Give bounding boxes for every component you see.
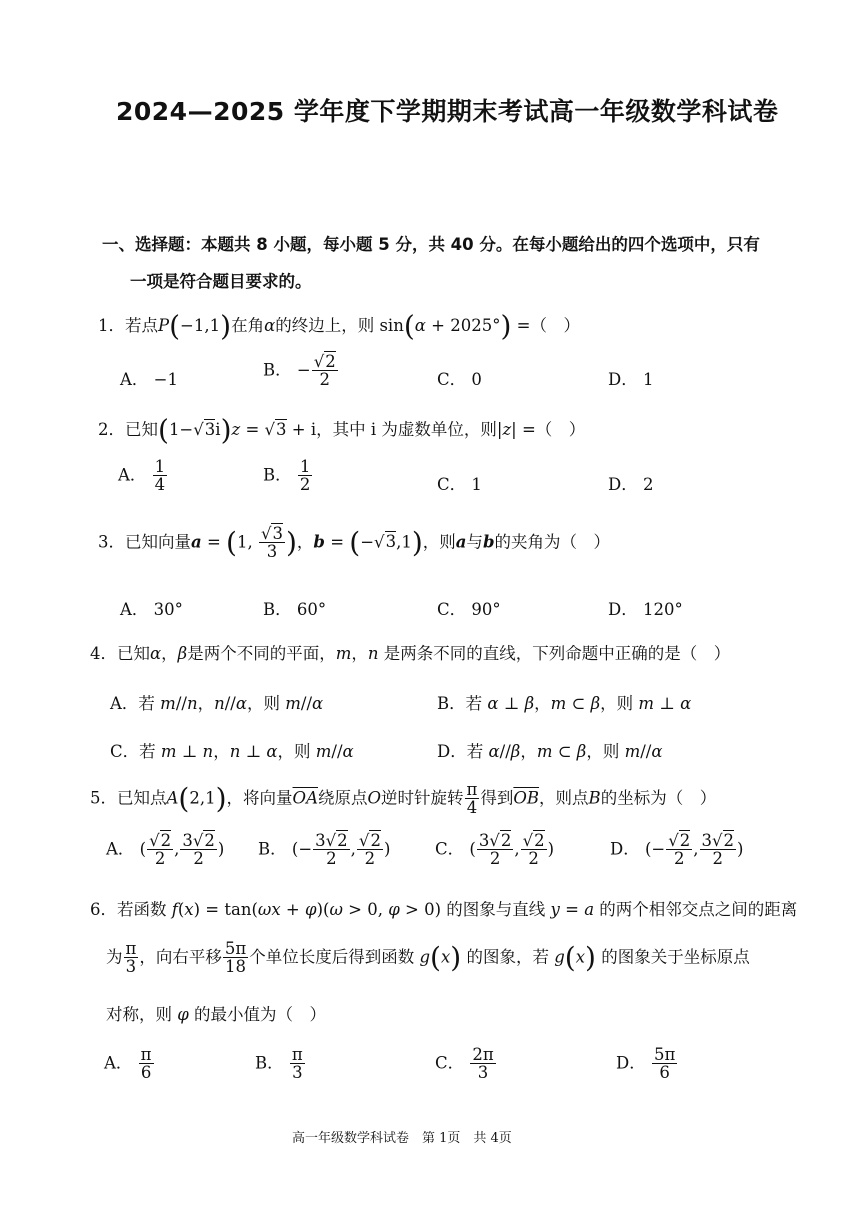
- q4-option-a[interactable]: A．若 m//n，n//α，则 m//α: [110, 694, 324, 713]
- q6-option-d[interactable]: D． $\frac{5\pi}{6}$: [616, 1045, 676, 1083]
- q2-option-b[interactable]: B． $\frac{1}{2}$: [263, 457, 311, 495]
- question-number: 1．: [98, 316, 125, 335]
- question-6-line3: 对称，则 φ 的最小值为（ ）: [106, 1005, 327, 1024]
- q4-option-c[interactable]: C．若 m ⊥ n，n ⊥ α，则 m//α: [110, 742, 354, 761]
- section-heading-line2: 一项是符合题目要求的。: [130, 272, 312, 291]
- q6-option-c[interactable]: C． $\frac{2\pi}{3}$: [435, 1045, 494, 1083]
- q5-option-b[interactable]: B． (− $\frac{3√2}{2}$ , $\frac{√2}{2}$ ): [258, 831, 391, 869]
- q3-option-d[interactable]: D． 120°: [608, 600, 683, 619]
- q2-option-c[interactable]: C． 1: [437, 475, 482, 494]
- q5-option-c[interactable]: C． ( $\frac{3√2}{2}$ , $\frac{√2}{2}$ ): [435, 831, 555, 869]
- question-4: 4．已知α，β是两个不同的平面，m，n 是两条不同的直线，下列命题中正确的是（ ）: [90, 644, 731, 663]
- q5-option-d[interactable]: D． (− $\frac{√2}{2}$ , $\frac{3√2}{2}$ ): [610, 831, 744, 869]
- q3-option-a[interactable]: A． 30°: [120, 600, 183, 619]
- q2-option-d[interactable]: D． 2: [608, 475, 654, 494]
- q1-option-b[interactable]: B． − $\frac{√2}{2}$: [263, 352, 336, 390]
- question-6-line1: 6．若函数 f(x) = tan(ωx + φ)(ω > 0, φ > 0) 的图象与直线 y = a 的两个相邻交点之间的距离: [90, 900, 798, 919]
- question-6-line2: 为 $\frac{\pi}{3}$ ，向右平移 $\frac{5\pi}{18}$ 个单位长度后得到函数 g(x) 的图象，若 g(x) 的图象关于坐标原点: [106, 939, 750, 977]
- q6-option-b[interactable]: B． $\frac{\pi}{3}$: [255, 1045, 303, 1083]
- question-3: 3．已知向量a = (1, $\frac{√3}{3}$ )，b = (−√3,1)，则a与b的夹角为（ ）: [98, 524, 611, 562]
- page-footer: 高一年级数学科试卷 第 1页 共 4页: [292, 1131, 512, 1146]
- question-1: [98, 309, 581, 343]
- q6-option-a[interactable]: A． $\frac{\pi}{6}$: [104, 1045, 152, 1083]
- q1-option-c[interactable]: C． 0: [437, 370, 482, 389]
- q1-option-a[interactable]: A． −1: [120, 370, 178, 389]
- q2-option-a[interactable]: A． $\frac{1}{4}$: [118, 457, 166, 495]
- q5-option-a[interactable]: A． ( $\frac{√2}{2}$ , $\frac{3√2}{2}$ ): [106, 831, 225, 869]
- page-title: 2024—2025 学年度下学期期末考试高一年级数学科试卷: [116, 97, 779, 126]
- section-heading-line1: 一、选择题：本题共 8 小题，每小题 5 分，共 40 分。在每小题给出的四个选项中，只有: [102, 235, 760, 254]
- q4-option-d[interactable]: D．若 α//β，m ⊂ β，则 m//α: [437, 742, 663, 761]
- q3-option-b[interactable]: B． 60°: [263, 600, 327, 619]
- q1-option-d[interactable]: D． 1: [608, 370, 654, 389]
- question-5: 5．已知点A(2,1)，将向量$\overline{OA}$绕原点O逆时针旋转 $\frac{\pi}{4}$ 得到$\overline{OB}$，则点B的坐标为（ ）: [90, 780, 717, 818]
- q4-option-b[interactable]: B．若 α ⊥ β，m ⊂ β，则 m ⊥ α: [437, 694, 692, 713]
- q3-option-c[interactable]: C． 90°: [437, 600, 501, 619]
- question-stem: 若点P(−1,1)在角α的终边上，则 sin(α + 2025°) =（ ）: [125, 309, 581, 343]
- question-2: 2．已知(1−√3i)z = √3 + i，其中 i 为虚数单位，则|z| =（ ）: [98, 413, 586, 447]
